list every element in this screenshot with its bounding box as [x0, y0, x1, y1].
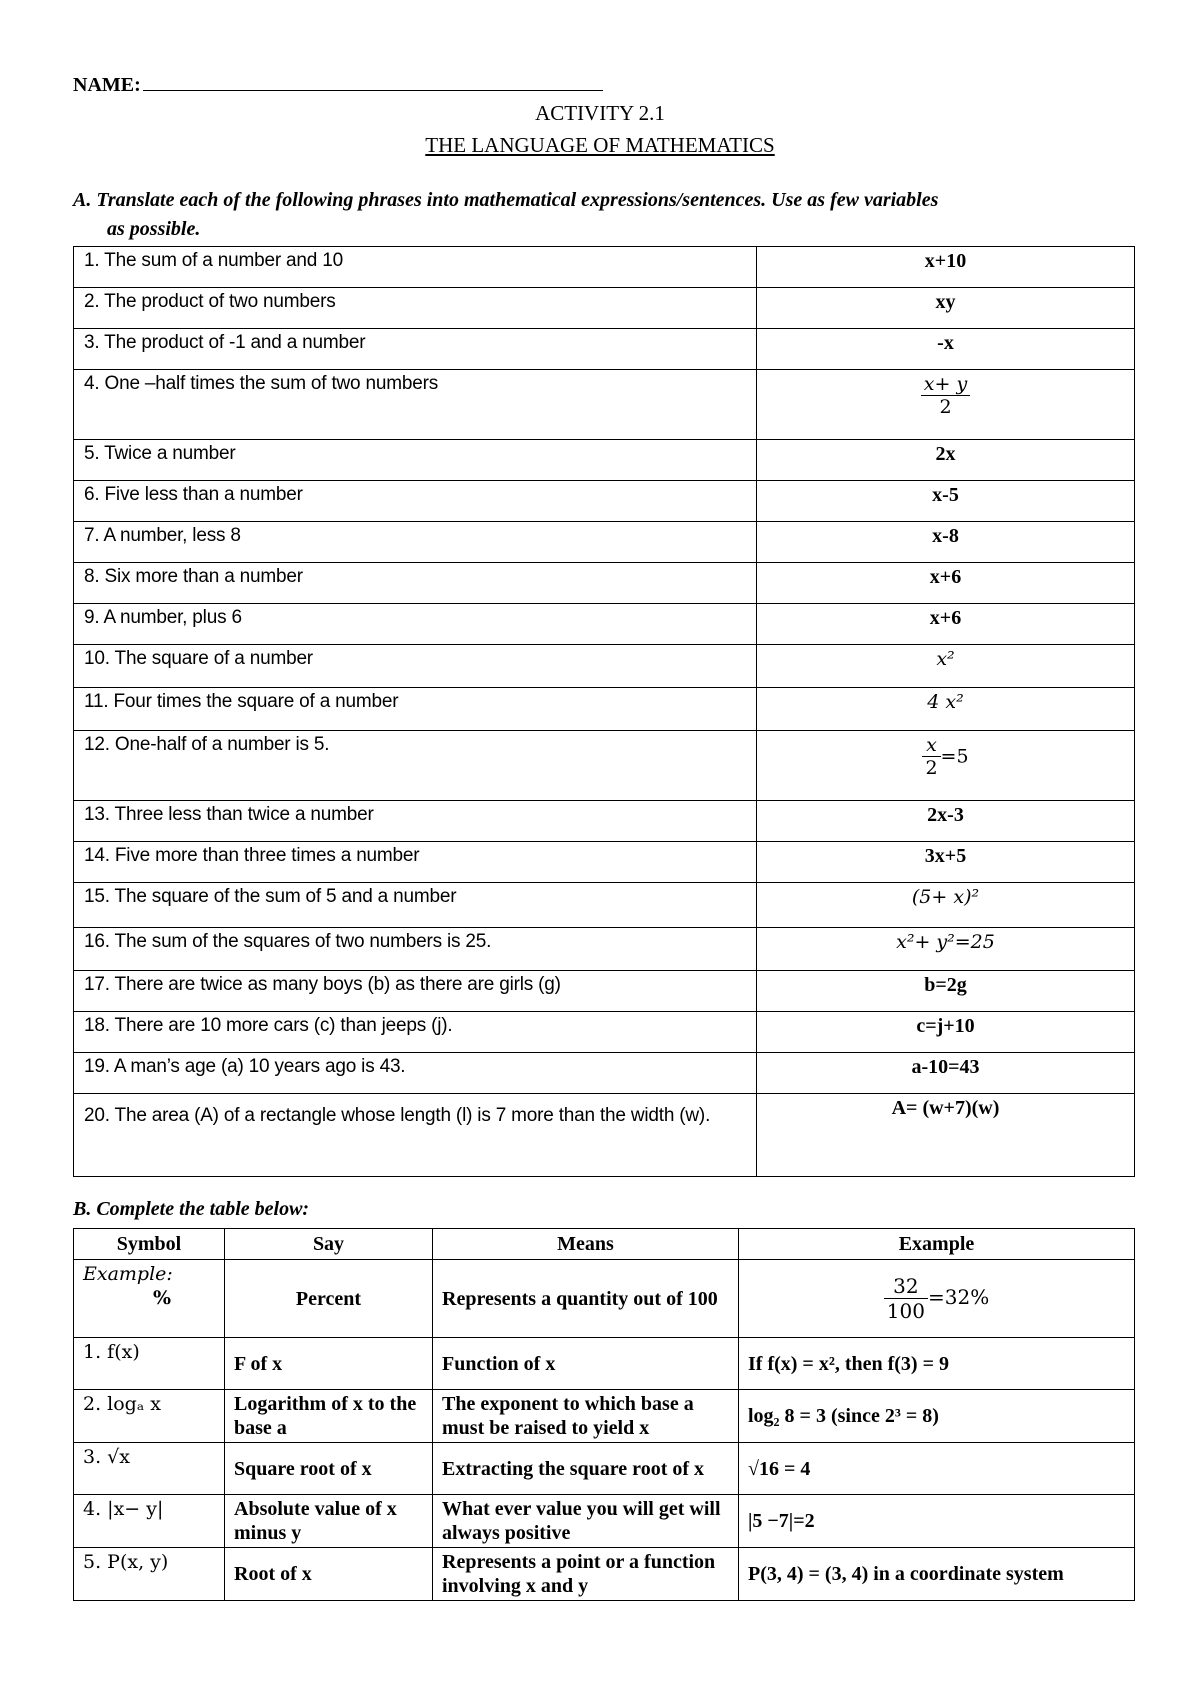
answer-cell: [757, 688, 1135, 731]
phrase-cell: 12. One-half of a number is 5.: [74, 731, 757, 801]
say-cell: F of x: [225, 1338, 433, 1390]
answer-text: 3x+5: [924, 845, 967, 867]
answer-cell: [757, 1012, 1135, 1053]
answer-cell: [757, 563, 1135, 604]
section-a-instruction: [73, 186, 1133, 244]
translation-row: [74, 563, 1135, 604]
phrase-cell: 8. Six more than a number: [74, 563, 757, 604]
symbol-table: [73, 1228, 1135, 1601]
answer-cell: [757, 928, 1135, 971]
answer-fraction: [921, 373, 970, 418]
example-symbol: %: [153, 1287, 172, 1309]
example-fraction-den: 100: [886, 1299, 925, 1323]
phrase-cell: 6. Five less than a number: [74, 481, 757, 522]
example-example: [739, 1260, 1135, 1338]
section-a-instruction-line1: A. Translate each of the following phrases into mathematical expressions/sentences. Use as few variables: [73, 189, 939, 211]
translation-table: [73, 246, 1135, 1177]
answer-text: x+6: [929, 607, 962, 629]
answer-text: a-10=43: [911, 1056, 980, 1078]
answer-cell: [757, 1053, 1135, 1094]
answer-text: (5+ x)²: [911, 886, 980, 908]
answer-cell: [757, 440, 1135, 481]
means-cell: The exponent to which base a must be raised to yield x: [433, 1390, 739, 1443]
header-say: Say: [225, 1229, 433, 1260]
translation-row: [74, 1053, 1135, 1094]
translation-row: [74, 731, 1135, 801]
example-cell: √16 = 4: [739, 1443, 1135, 1495]
translation-row: [74, 645, 1135, 688]
translation-row: [74, 329, 1135, 370]
translation-row: [74, 1094, 1135, 1177]
translation-row: [74, 288, 1135, 329]
translation-row: [74, 481, 1135, 522]
translation-row: [74, 842, 1135, 883]
example-fraction: [884, 1274, 928, 1323]
example-cell: If f(x) = x², then f(3) = 9: [739, 1338, 1135, 1390]
phrase-cell: 3. The product of -1 and a number: [74, 329, 757, 370]
activity-title: ACTIVITY 2.1: [535, 101, 665, 125]
answer-text: b=2g: [924, 974, 967, 996]
symbol-cell: 5. P(x, y): [74, 1548, 225, 1601]
translation-row: [74, 971, 1135, 1012]
symbol-row: [74, 1495, 1135, 1548]
section-a-instruction-line2: as possible.: [107, 218, 201, 240]
means-cell: Represents a point or a function involving x and y: [433, 1548, 739, 1601]
answer-text: x²+ y²=25: [896, 931, 995, 953]
phrase-cell: 2. The product of two numbers: [74, 288, 757, 329]
answer-text: x²: [936, 648, 955, 670]
example-cell: |5 −7|=2: [739, 1495, 1135, 1548]
phrase-cell: 14. Five more than three times a number: [74, 842, 757, 883]
header-symbol: Symbol: [74, 1229, 225, 1260]
answer-cell: [757, 522, 1135, 563]
answer-fraction: [922, 734, 940, 779]
answer-text: x+6: [929, 566, 962, 588]
answer-cell: [757, 247, 1135, 288]
activity-subtitle: THE LANGUAGE OF MATHEMATICS: [425, 133, 775, 157]
example-symbol-cell: [74, 1260, 225, 1338]
symbol-row: [74, 1443, 1135, 1495]
answer-cell: [757, 971, 1135, 1012]
example-fraction-tail: =32%: [927, 1285, 990, 1309]
example-means: Represents a quantity out of 100: [433, 1260, 739, 1338]
answer-cell: [757, 329, 1135, 370]
answer-cell: [757, 370, 1135, 440]
answer-cell: [757, 645, 1135, 688]
answer-cell: [757, 604, 1135, 645]
symbol-cell: 2. logₐ x: [74, 1390, 225, 1443]
symbol-row: [74, 1390, 1135, 1443]
means-cell: Extracting the square root of x: [433, 1443, 739, 1495]
answer-text: x+10: [924, 250, 967, 272]
phrase-cell: 15. The square of the sum of 5 and a number: [74, 883, 757, 928]
answer-cell: [757, 883, 1135, 928]
answer-text: 4 x²: [927, 691, 964, 713]
phrase-cell: 16. The sum of the squares of two numbers is 25.: [74, 928, 757, 971]
means-cell: Function of x: [433, 1338, 739, 1390]
answer-cell: [757, 481, 1135, 522]
phrase-cell: 4. One –half times the sum of two numbers: [74, 370, 757, 440]
fraction-denominator: 2: [939, 396, 952, 418]
phrase-cell: 10. The square of a number: [74, 645, 757, 688]
symbol-cell: 4. |x− y|: [74, 1495, 225, 1548]
answer-text: 2x-3: [927, 804, 964, 826]
translation-row: [74, 522, 1135, 563]
answer-cell: [757, 1094, 1135, 1177]
say-cell: Square root of x: [225, 1443, 433, 1495]
answer-text: x-5: [932, 484, 959, 506]
translation-row: [74, 928, 1135, 971]
example-cell: log₂ 8 = 3 (since 2³ = 8): [739, 1390, 1135, 1443]
say-cell: Logarithm of x to the base a: [225, 1390, 433, 1443]
translation-row: [74, 1012, 1135, 1053]
answer-cell: [757, 731, 1135, 801]
translation-row: [74, 370, 1135, 440]
answer-cell: [757, 842, 1135, 883]
name-label: NAME:: [73, 74, 141, 96]
answer-text: A= (w+7)(w): [891, 1097, 1000, 1119]
example-say: Percent: [225, 1260, 433, 1338]
answer-text: c=j+10: [916, 1015, 975, 1037]
phrase-cell: 11. Four times the square of a number: [74, 688, 757, 731]
fraction-tail: =5: [940, 745, 969, 768]
symbol-cell: 3. √x: [74, 1443, 225, 1495]
answer-text: xy: [935, 291, 956, 313]
header-means: Means: [433, 1229, 739, 1260]
answer-text: 2x: [935, 443, 956, 465]
answer-cell: [757, 801, 1135, 842]
answer-cell: [757, 288, 1135, 329]
phrase-cell: 9. A number, plus 6: [74, 604, 757, 645]
example-label: Example:: [83, 1263, 173, 1285]
phrase-cell: 18. There are 10 more cars (c) than jeeps (j).: [74, 1012, 757, 1053]
phrase-cell: 7. A number, less 8: [74, 522, 757, 563]
translation-row: [74, 688, 1135, 731]
translation-row: [74, 247, 1135, 288]
name-blank-line: [143, 72, 603, 91]
translation-row: [74, 801, 1135, 842]
phrase-cell: 13. Three less than twice a number: [74, 801, 757, 842]
example-cell: P(3, 4) = (3, 4) in a coordinate system: [739, 1548, 1135, 1601]
phrase-cell: 17. There are twice as many boys (b) as there are girls (g): [74, 971, 757, 1012]
section-b-instruction: B. Complete the table below:: [73, 1198, 310, 1220]
translation-row: [74, 604, 1135, 645]
symbol-cell: 1. f(x): [74, 1338, 225, 1390]
name-field-label: [73, 72, 603, 97]
phrase-cell: 19. A man’s age (a) 10 years ago is 43.: [74, 1053, 757, 1094]
translation-row: [74, 440, 1135, 481]
phrase-cell: 20. The area (A) of a rectangle whose length (l) is 7 more than the width (w).: [74, 1094, 757, 1177]
answer-text: -x: [937, 332, 954, 354]
symbol-row: [74, 1548, 1135, 1601]
phrase-cell: 1. The sum of a number and 10: [74, 247, 757, 288]
symbol-row: [74, 1338, 1135, 1390]
example-row: [74, 1260, 1135, 1338]
symbol-table-header-row: [74, 1229, 1135, 1260]
phrase-cell: 5. Twice a number: [74, 440, 757, 481]
fraction-denominator: 2: [925, 757, 938, 779]
fraction-numerator: x: [922, 734, 940, 757]
example-fraction-num: 32: [884, 1274, 928, 1299]
translation-row: [74, 883, 1135, 928]
say-cell: Root of x: [225, 1548, 433, 1601]
answer-text: x-8: [932, 525, 959, 547]
say-cell: Absolute value of x minus y: [225, 1495, 433, 1548]
means-cell: What ever value you will get will always positive: [433, 1495, 739, 1548]
header-example: Example: [739, 1229, 1135, 1260]
fraction-numerator: x+ y: [921, 373, 970, 396]
